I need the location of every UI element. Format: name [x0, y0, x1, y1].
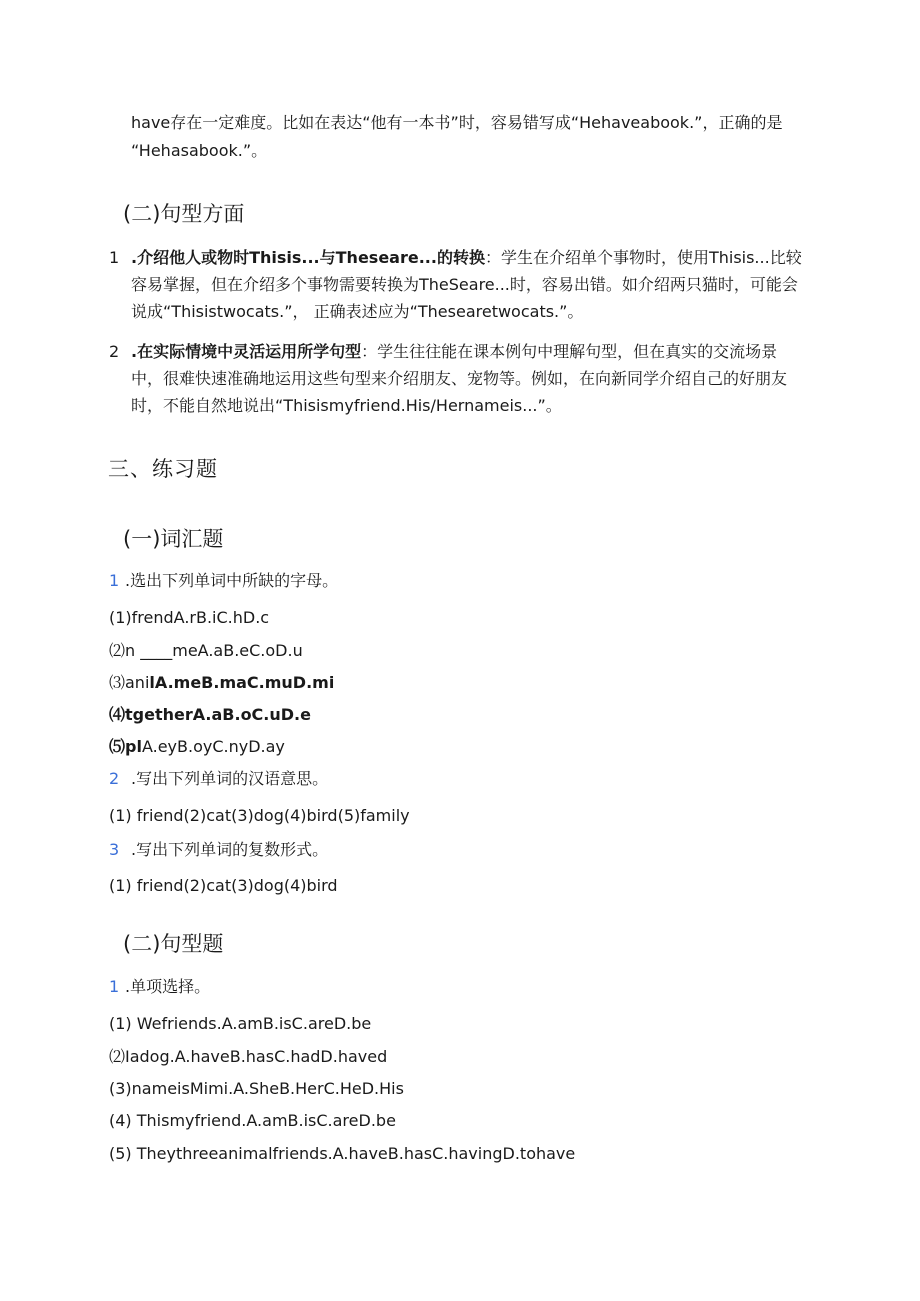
vocab-q1-item-2 [109, 640, 303, 662]
question-prompt: .选出下列单词中所缺的字母。 [125, 571, 339, 590]
item-text: A.eyB.oyC.nyD.ay [141, 737, 285, 756]
item-bold-lead: .介绍他人或物时Thisis...与Theseare...的转换 [131, 248, 485, 267]
vocab-q2-items: (1) friend(2)cat(3)dog(4)bird(5)family [109, 806, 410, 825]
intro-line-2: “Hehasabook.”。 [131, 141, 268, 160]
item-body: ：学生往往能在课本例句中理解句型，但在真实的交流场景中，很难快速准确地运用这些句型来介绍朋友、宠物等。例如，在向新同学介绍自己的好朋友时，不能自然地说出“Thisismyfriend.His/Hernameis...”。 [131, 342, 788, 415]
question-number: 2 [109, 769, 120, 788]
item-number: 1 [109, 248, 120, 267]
sentence-q1-item-5: (5) Theythreeanimalfriends.A.haveB.hasC.havingD.tohave [109, 1144, 576, 1163]
item-bold-text: lA.meB.maC.muD.mi [149, 673, 335, 692]
question-number: 1 [109, 571, 120, 590]
item-bold-text: ⑸pl [109, 737, 142, 756]
item-text: ⑵n ____meA.aB.eC.oD.u [109, 641, 303, 660]
vocab-q1-item-4 [109, 704, 311, 726]
sentence-aspect-item-2 [131, 338, 803, 419]
section-heading-exercises: 三、练习题 [108, 457, 218, 481]
question-number: 3 [109, 840, 120, 859]
question-prompt: .写出下列单词的复数形式。 [131, 840, 329, 859]
vocab-q1-item-1 [109, 607, 269, 629]
question-number: 1 [109, 977, 120, 996]
sentence-q1-item-3: (3)nameisMimi.A.SheB.HerC.HeD.His [109, 1079, 404, 1098]
question-prompt: .写出下列单词的汉语意思。 [131, 769, 329, 788]
vocab-q1-item-5 [109, 736, 285, 758]
vocab-q1-item-3 [109, 672, 334, 694]
item-text: ⑶ani [109, 673, 150, 692]
item-body: ：学生在介绍单个事物时，使用Thisis...比较容易掌握，但在介绍多个事物需要转换为TheSeare...时，容易出错。如介绍两只猫时，可能会说成“Thisistwocats.”， 正确表述应为“Thesearetwocats.”。 [131, 248, 802, 321]
sentence-q1-item-2: ⑵Iadog.A.haveB.hasC.hadD.haved [109, 1047, 388, 1066]
subsection-heading-vocab: (一)词汇题 [123, 527, 224, 551]
item-text: (1)frendA.rB.iC.hD.c [109, 608, 270, 627]
item-number: 2 [109, 342, 120, 361]
item-bold-lead: .在实际情境中灵活运用所学句型 [131, 342, 362, 361]
subsection-heading-sentence: (二)句型题 [123, 932, 224, 956]
vocab-q3-items: (1) friend(2)cat(3)dog(4)bird [109, 876, 338, 895]
sentence-aspect-item-1 [131, 244, 803, 325]
intro-line-1: have存在一定难度。比如在表达“他有一本书”时，容易错写成“Hehaveabook.”，正确的是 [131, 113, 783, 132]
sentence-q1-item-1: (1) Wefriends.A.amB.isC.areD.be [109, 1014, 372, 1033]
item-bold-text: ⑷tgetherA.aB.oC.uD.e [109, 705, 311, 724]
sentence-q1-item-4: (4) Thismyfriend.A.amB.isC.areD.be [109, 1111, 396, 1130]
section-heading-sentence-aspect: (二)句型方面 [123, 202, 245, 226]
question-prompt: .单项选择。 [125, 977, 211, 996]
